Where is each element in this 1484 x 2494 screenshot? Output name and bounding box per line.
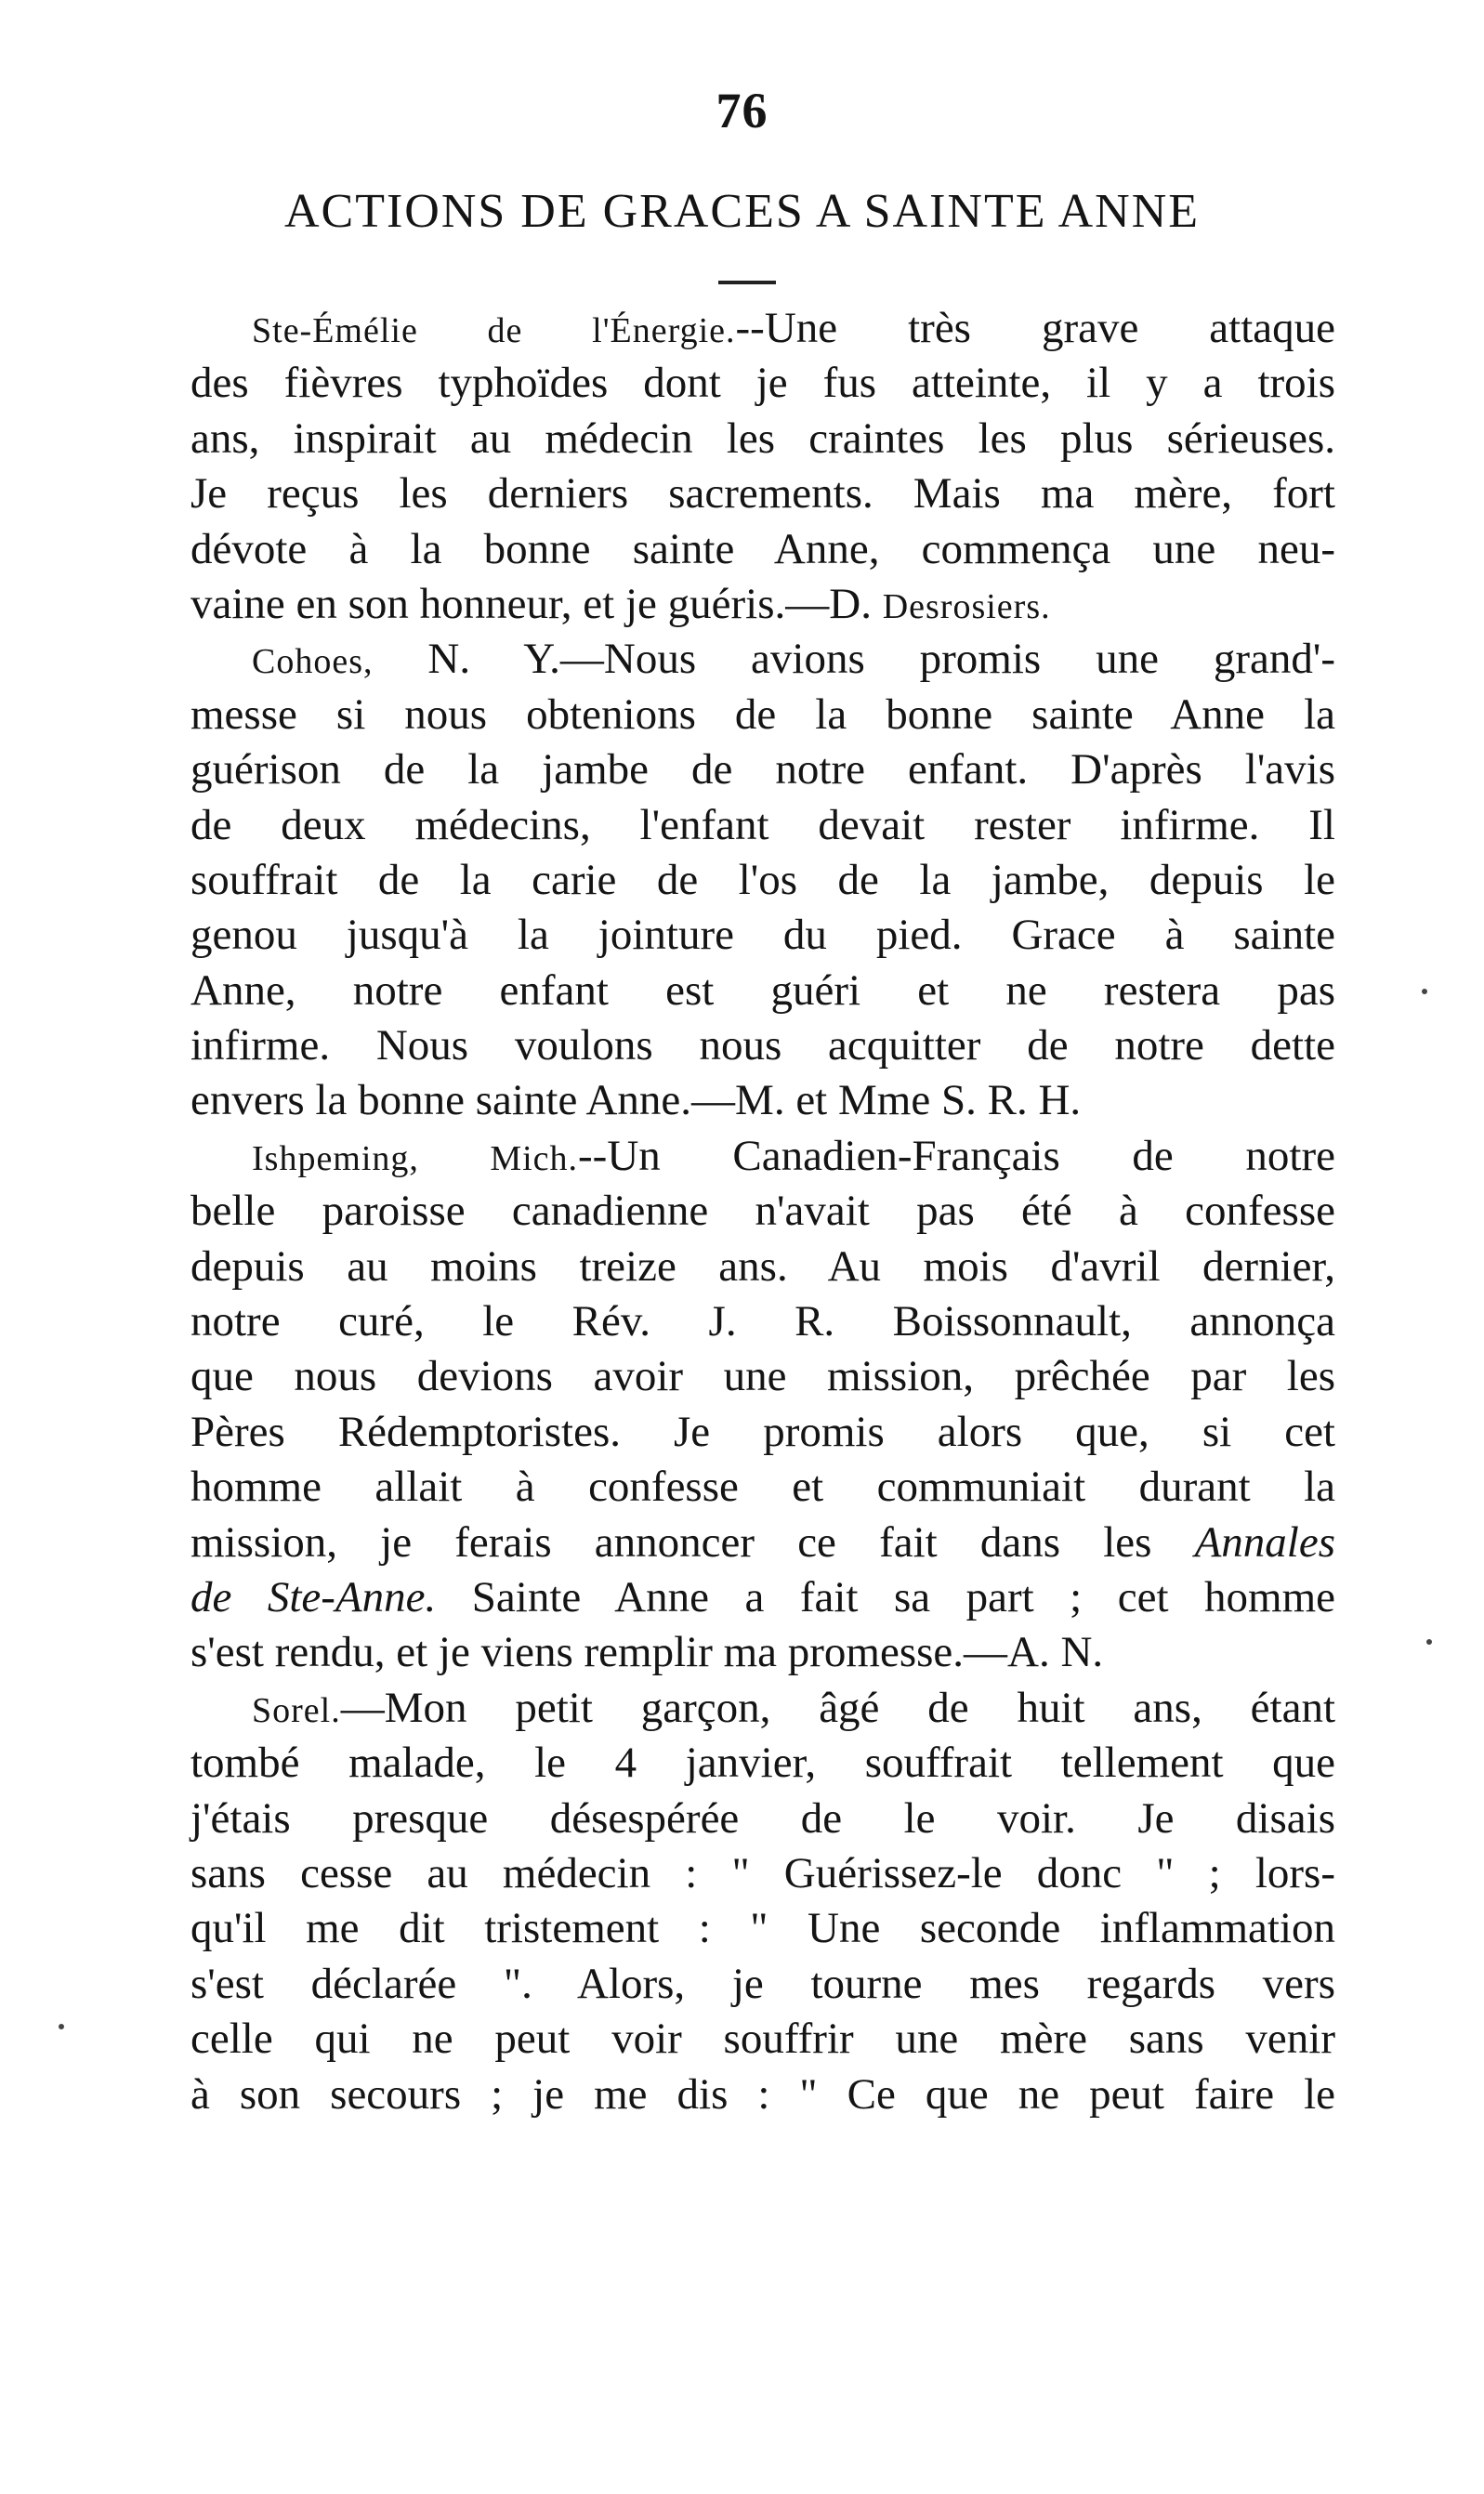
text-line: [190, 2012, 1335, 2067]
text-line: [190, 1240, 1335, 1294]
page-number: 76: [716, 83, 768, 138]
margin-speck: [1426, 1639, 1432, 1645]
line-text: celle qui ne peut voir souffrir une mère sans venir: [190, 2015, 1335, 2064]
page-title: ACTIONS DE GRACES A SAINTE ANNE: [283, 185, 1201, 238]
text-line: [190, 1792, 1335, 1846]
line-text: Pères Rédemptoristes. Je promis alors que, si cet: [190, 1407, 1335, 1456]
line-text: messe si nous obtenions de la bonne sainte Anne la: [190, 689, 1335, 739]
line-text: que nous devions avoir une mission, prêchée par les: [190, 1352, 1335, 1401]
line-text: tombé malade, le 4 janvier, souffrait tellement que: [190, 1739, 1335, 1788]
text-line: [190, 688, 1335, 742]
line-text: --Une très grave attaque: [735, 304, 1335, 352]
line-text: N. Y.—Nous avions promis une grand'-: [373, 635, 1335, 684]
text-line: [190, 1073, 1335, 1128]
text-line: [190, 577, 1335, 632]
place-name-cohoes: Cohoes,: [252, 642, 374, 682]
line-text: de deux médecins, l'enfant devait rester infirme. Il: [190, 800, 1335, 849]
text-line: [190, 853, 1335, 908]
line-text: vaine en son honneur, et je guéris.—D.: [190, 579, 883, 628]
text-line: [190, 1736, 1335, 1791]
line-text: s'est déclarée ". Alors, je tourne mes regards vers: [190, 1959, 1335, 2008]
line-text: ans, inspirait au médecin les craintes les plus sérieuses.: [190, 413, 1335, 463]
line-text: dévote à la bonne sainte Anne, commença une neu-: [190, 524, 1335, 573]
text-line: [190, 466, 1335, 521]
text-line: [190, 964, 1335, 1018]
text-line: [190, 1846, 1335, 1901]
line-text: j'étais presque désespérée de le voir. Je disais: [190, 1793, 1335, 1843]
text-line: [190, 1349, 1335, 1404]
line-text: s'est rendu, et je viens remplir ma promesse.—A. N.: [190, 1628, 1104, 1677]
text-line: [190, 1570, 1335, 1625]
line-text: guérison de la jambe de notre enfant. D'après l'avis: [190, 745, 1335, 794]
line-text: sans cesse au médecin : " Guérissez-le donc " ; lors-: [190, 1848, 1335, 1897]
text-line: [190, 522, 1335, 577]
text-line: [190, 632, 1335, 687]
text-line: [190, 798, 1335, 853]
line-text: Je reçus les derniers sacrements. Mais ma mère, fort: [190, 469, 1335, 518]
text-line: [190, 356, 1335, 411]
text-line: [190, 1901, 1335, 1956]
text-line: [190, 1625, 1335, 1680]
text-line: [190, 1018, 1335, 1073]
line-text: qu'il me dit tristement : " Une seconde inflammation: [190, 1904, 1335, 1953]
signature-desrosiers: Desrosiers.: [882, 586, 1051, 626]
line-text: souffrait de la carie de l'os de la jambe, depuis le: [190, 855, 1335, 904]
line-text: envers la bonne sainte Anne.—M. et Mme S. R. H.: [190, 1076, 1082, 1125]
line-text: notre curé, le Rév. J. R. Boissonnault, annonça: [190, 1297, 1335, 1346]
body-text: [190, 301, 1335, 2122]
title-rule: [718, 281, 776, 284]
text-line: [190, 1184, 1335, 1239]
text-line: [190, 1681, 1335, 1736]
text-line: [190, 1405, 1335, 1460]
line-text: Anne, notre enfant est guéri et ne restera pas: [190, 965, 1335, 1015]
line-text: --Un Canadien-Français de notre: [578, 1131, 1335, 1180]
text-line: [190, 301, 1335, 356]
line-text: mission, je ferais annoncer ce fait dans les: [190, 1517, 1195, 1567]
margin-speck: [1422, 989, 1427, 994]
italic-annales: Annales: [1194, 1517, 1335, 1567]
line-text: genou jusqu'à la jointure du pied. Grace à sainte: [190, 911, 1335, 960]
text-line: [190, 412, 1335, 466]
text-line: [190, 908, 1335, 963]
line-text: depuis au moins treize ans. Au mois d'avril dernier,: [190, 1241, 1335, 1291]
place-name-sorel: Sorel.: [252, 1690, 341, 1730]
line-text: des fièvres typhoïdes dont je fus atteinte, il y a trois: [190, 359, 1335, 408]
text-line: [190, 1516, 1335, 1570]
italic-de-ste-anne: de Ste-Anne.: [190, 1572, 437, 1621]
text-line: [190, 1957, 1335, 2012]
line-text: Sainte Anne a fait sa part ; cet homme: [436, 1572, 1335, 1621]
text-line: [190, 742, 1335, 797]
text-line: [190, 1294, 1335, 1349]
line-text: belle paroisse canadienne n'avait pas été à confesse: [190, 1187, 1335, 1236]
margin-speck: [59, 2024, 64, 2029]
line-text: infirme. Nous voulons nous acquitter de notre dette: [190, 1021, 1335, 1070]
text-line: [190, 1460, 1335, 1515]
line-text: à son secours ; je me dis : " Ce que ne peut faire le: [190, 2069, 1335, 2119]
line-text: —Mon petit garçon, âgé de huit ans, étant: [340, 1683, 1335, 1732]
place-name-ishpeming: Ishpeming, Mich.: [252, 1138, 579, 1178]
line-text: homme allait à confesse et communiait durant la: [190, 1463, 1335, 1512]
text-line: [190, 2067, 1335, 2122]
place-name-ste-emelie: Ste-Émélie de l'Énergie.: [252, 311, 736, 350]
text-line: [190, 1129, 1335, 1184]
